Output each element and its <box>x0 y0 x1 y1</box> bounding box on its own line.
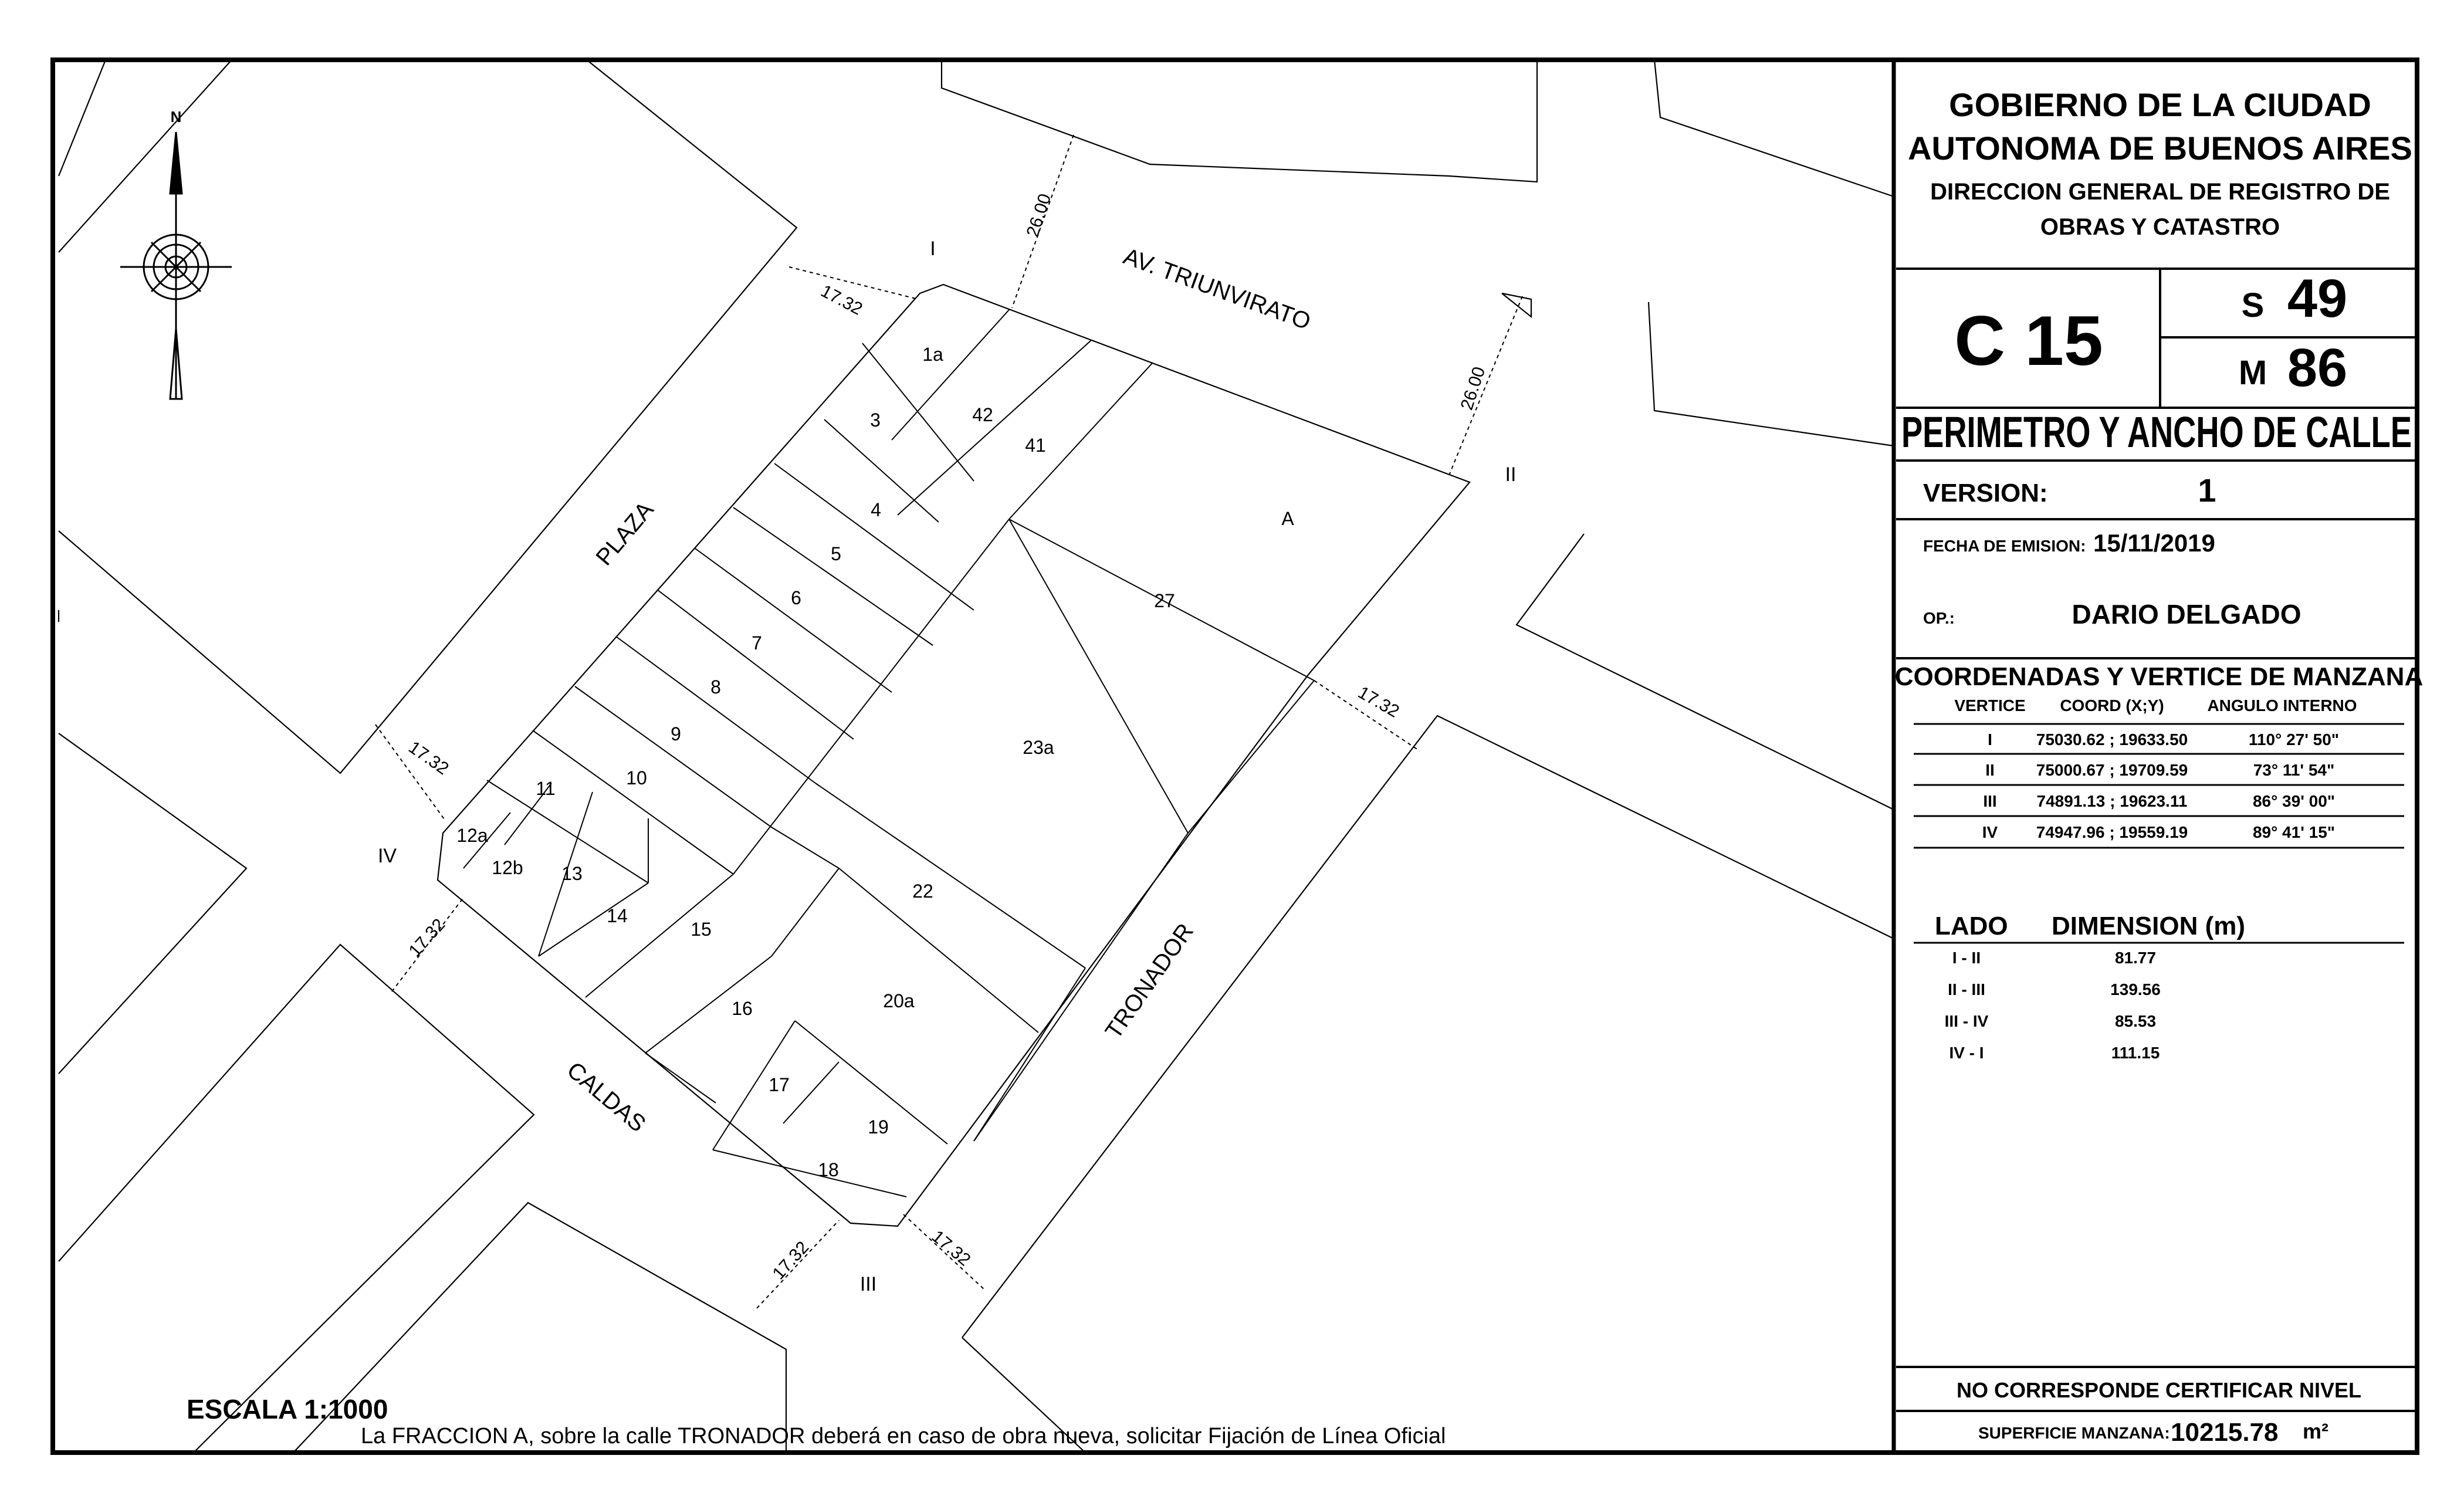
tb-circunscripcion: C 15 <box>1954 302 2103 380</box>
plaza-block <box>59 60 797 773</box>
parcel-labels <box>456 344 1294 1180</box>
lado-dim: 111.15 <box>2111 1044 2160 1062</box>
parcel-label: 5 <box>831 543 841 564</box>
tb-coords-title: COORDENADAS Y VERTICE DE MANZANA <box>1894 662 2424 691</box>
lado-name: III - IV <box>1944 1012 1989 1030</box>
parcel-label: 15 <box>691 919 712 940</box>
tb-coords-table <box>1914 730 2404 848</box>
street-width-1732-w: 17.32 <box>405 737 452 779</box>
tb-doc-title: PERIMETRO Y ANCHO DE CALLE <box>1901 408 2412 456</box>
parcel-label: 11 <box>536 778 556 799</box>
tb-header-line1: GOBIERNO DE LA CIUDAD <box>1949 86 2371 123</box>
tb-m-value: 86 <box>2287 338 2348 398</box>
parcel-label: 42 <box>972 404 993 425</box>
coords-vertice: IV <box>1982 823 1998 841</box>
lado-dim: 139.56 <box>2110 980 2161 999</box>
tb-s-value: 49 <box>2287 269 2348 329</box>
lado-name: I - II <box>1952 949 1981 967</box>
north-arrow-icon <box>120 132 232 399</box>
parcel-label: 7 <box>752 632 762 654</box>
street-width-1732-s: 17.32 <box>769 1237 813 1284</box>
vertex-I: I <box>930 238 936 260</box>
scale-label: ESCALA 1:1000 <box>187 1394 388 1424</box>
tb-op-label: OP.: <box>1923 609 1955 627</box>
parcel-label: 6 <box>791 587 801 608</box>
parcel-label: 1a <box>922 344 943 365</box>
tb-header-line3: DIRECCION GENERAL DE REGISTRO DE <box>1930 179 2390 205</box>
tb-coords-header-coord: COORD (X;Y) <box>2060 696 2164 715</box>
parcel-label: 3 <box>870 409 881 431</box>
tb-fecha-value: 15/11/2019 <box>2093 529 2215 557</box>
parcel-lines <box>463 310 1314 1197</box>
parcel-label: 12b <box>492 857 523 878</box>
tb-fecha-label: FECHA DE EMISION: <box>1923 537 2086 555</box>
coords-xy: 75030.62 ; 19633.50 <box>2036 730 2188 749</box>
parcel-label: 4 <box>871 499 881 520</box>
surrounding-blocks <box>59 60 1894 1453</box>
coords-vertice: I <box>1988 730 1992 749</box>
parcel-label: 19 <box>868 1116 889 1138</box>
parcel-label: 17 <box>769 1074 790 1095</box>
parcel-label: 10 <box>626 767 647 788</box>
street-tronador: TRONADOR <box>1100 919 1199 1044</box>
coords-vertice: III <box>1983 792 1997 810</box>
title-block <box>1895 86 2423 1447</box>
parcel-label: 13 <box>561 863 583 884</box>
coords-angle: 86° 39' 00" <box>2252 792 2336 810</box>
street-width-1732-e: 17.32 <box>1354 682 1403 722</box>
lado-name: IV - I <box>1949 1044 1984 1062</box>
parcel-label: 23a <box>1023 737 1054 758</box>
lado-dim: 81.77 <box>2114 949 2157 967</box>
coords-xy: 75000.67 ; 19709.59 <box>2036 761 2188 779</box>
north-label: N <box>170 108 182 126</box>
street-width-dimensions <box>375 135 1522 1308</box>
street-width-1732-sw: 17.32 <box>405 915 449 961</box>
coords-angle: 73° 11' 54" <box>2253 761 2335 779</box>
vertex-IV: IV <box>377 845 397 867</box>
parcel-label: 8 <box>710 676 721 698</box>
street-av-triunvirato: AV. TRIUNVIRATO <box>1120 243 1314 335</box>
lado-name: II - III <box>1948 980 1985 999</box>
tb-nivel: NO CORRESPONDE CERTIFICAR NIVEL <box>1956 1378 2362 1402</box>
parcel-label: 27 <box>1154 590 1175 611</box>
tb-lados-header-dim: DIMENSION (m) <box>2052 912 2245 940</box>
parcel-label: 41 <box>1025 435 1046 456</box>
tb-lados-header-lado: LADO <box>1935 912 2008 940</box>
street-width-1732-nw: 17.32 <box>817 281 866 319</box>
parcel-label: 20a <box>883 990 915 1011</box>
vertex-III: III <box>859 1273 877 1295</box>
footnote: La FRACCION A, sobre la calle TRONADOR deberá en caso de obra nueva, solicitar Fijación de Línea Oficial <box>361 1424 1446 1448</box>
parcel-label: 9 <box>671 723 681 744</box>
coords-angle: 89° 41' 15" <box>2252 823 2336 841</box>
tb-version-value: 1 <box>2198 472 2216 509</box>
tb-m-label: M <box>2238 354 2267 392</box>
coords-xy: 74947.96 ; 19559.19 <box>2036 823 2188 841</box>
coords-vertice: II <box>1985 761 1995 779</box>
vertex-II: II <box>1505 463 1517 486</box>
parcel-label: 12a <box>456 825 488 846</box>
tb-header-line2: AUTONOMA DE BUENOS AIRES <box>1908 130 2412 167</box>
parcel-label: A <box>1281 508 1294 529</box>
tb-coords-header-angulo: ANGULO INTERNO <box>2207 696 2357 715</box>
tb-op-value: DARIO DELGADO <box>2072 599 2301 629</box>
coords-xy: 74891.13 ; 19623.11 <box>2036 792 2188 810</box>
street-width-26-top: 26.00 <box>1023 191 1055 239</box>
street-width-1732-se: 17.32 <box>928 1226 974 1270</box>
tb-superficie-unit: m² <box>2303 1419 2328 1443</box>
tb-superficie-value: 10215.78 <box>2171 1418 2279 1447</box>
coords-angle: 110° 27' 50" <box>2248 730 2340 749</box>
tb-s-label: S <box>2241 286 2265 324</box>
parcel-label: 18 <box>818 1159 839 1180</box>
tb-superficie-label: SUPERFICIE MANZANA: <box>1978 1424 2170 1442</box>
parcel-label: 22 <box>912 881 933 902</box>
street-caldas: CALDAS <box>561 1057 651 1138</box>
lado-dim: 85.53 <box>2114 1012 2157 1030</box>
tb-version-label: VERSION: <box>1923 479 2048 507</box>
map-area <box>59 60 1894 1453</box>
parcel-label: 16 <box>732 998 753 1019</box>
street-width-26-right: 26.00 <box>1457 364 1490 412</box>
tb-coords-header-vertice: VERTICE <box>1954 696 2026 715</box>
parcel-label: 14 <box>607 905 628 926</box>
tb-lados-table <box>1945 949 2161 1062</box>
street-plaza: PLAZA <box>591 496 659 571</box>
tb-header-line4: OBRAS Y CATASTRO <box>2040 214 2280 240</box>
